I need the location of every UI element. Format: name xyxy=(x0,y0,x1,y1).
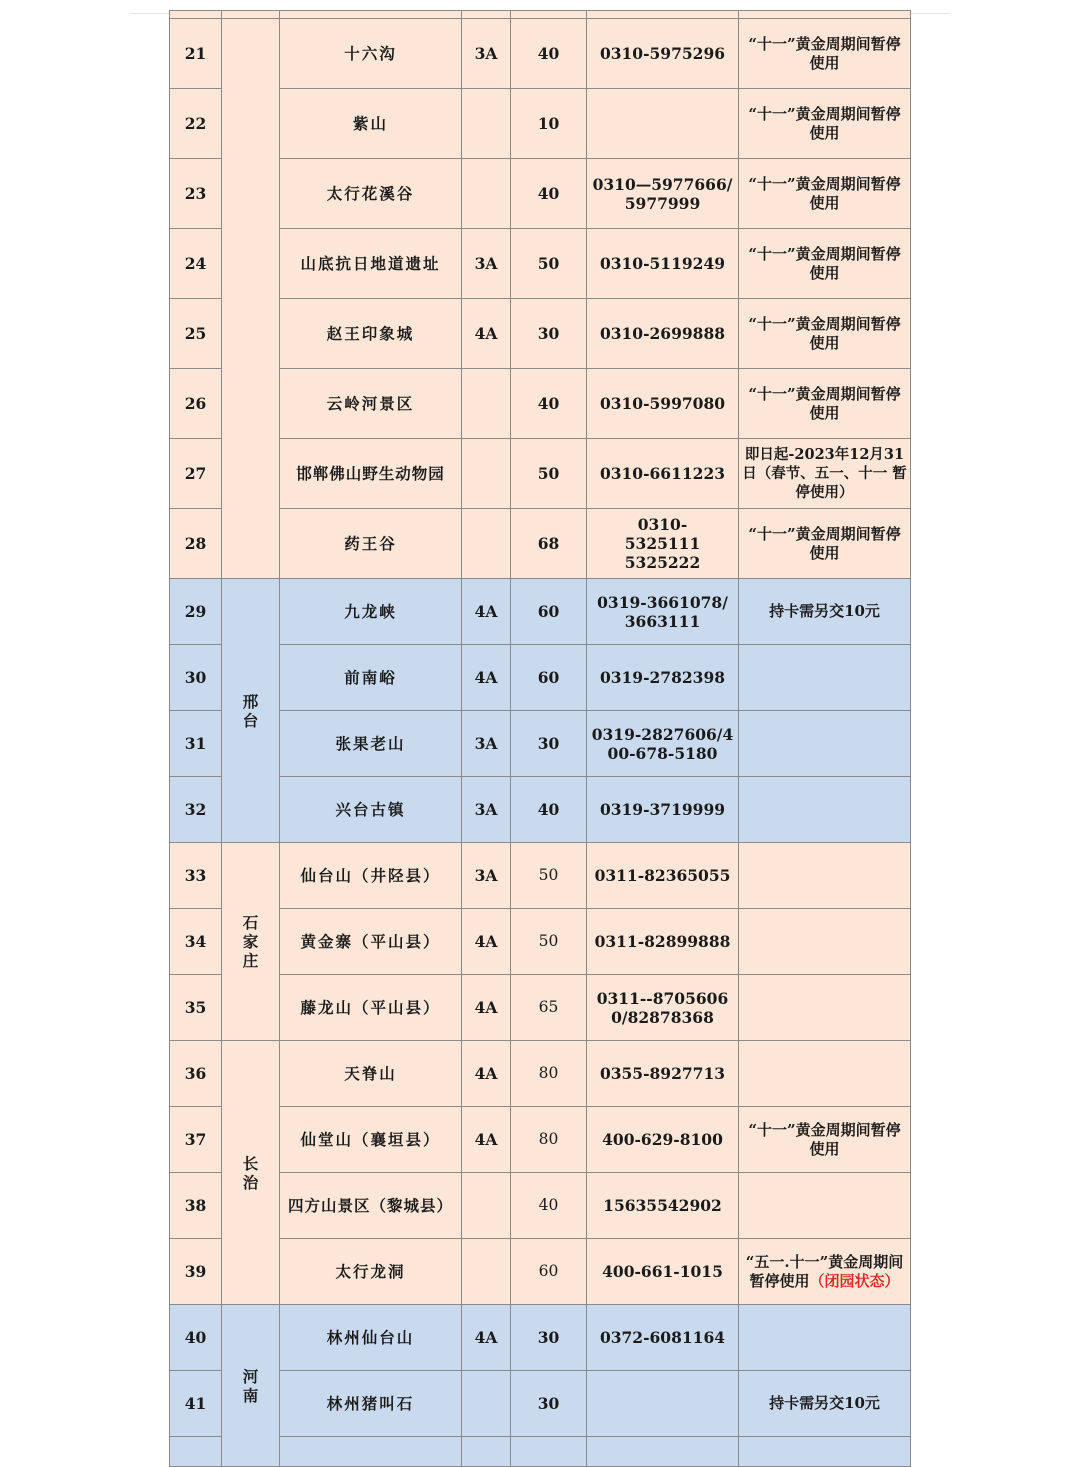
ticket-price: 80 xyxy=(511,1107,587,1173)
note: “十一”黄金周期间暂停使用 xyxy=(739,509,911,579)
note xyxy=(739,975,911,1041)
table-row xyxy=(170,19,911,89)
note: “十一”黄金周期间暂停使用 xyxy=(739,1107,911,1173)
scenic-name: 张果老山 xyxy=(280,711,462,777)
table-row xyxy=(170,579,911,645)
scenic-name: 天脊山 xyxy=(280,1041,462,1107)
region-label: 石家庄 xyxy=(242,913,259,970)
row-number: 31 xyxy=(170,711,222,777)
phone: 0355-8927713 xyxy=(587,1041,739,1107)
row-number: 22 xyxy=(170,89,222,159)
table-row xyxy=(170,509,911,579)
table-row xyxy=(170,975,911,1041)
note: “十一”黄金周期间暂停使用 xyxy=(739,89,911,159)
scenic-level: 4A xyxy=(462,645,511,711)
phone: 0319-3719999 xyxy=(587,777,739,843)
scenic-level: 4A xyxy=(462,299,511,369)
table-row xyxy=(170,89,911,159)
scenic-name: 藤龙山（平山县） xyxy=(280,975,462,1041)
scenic-level xyxy=(462,89,511,159)
ticket-price: 68 xyxy=(511,509,587,579)
scenic-name: 太行龙洞 xyxy=(280,1239,462,1305)
ticket-price: 30 xyxy=(511,299,587,369)
row-number: 30 xyxy=(170,645,222,711)
ticket-price: 40 xyxy=(511,1173,587,1239)
scenic-level: 4A xyxy=(462,1041,511,1107)
scenic-level: 4A xyxy=(462,975,511,1041)
row-number: 35 xyxy=(170,975,222,1041)
scenic-name: 仙堂山（襄垣县） xyxy=(280,1107,462,1173)
phone: 400-629-8100 xyxy=(587,1107,739,1173)
table-row xyxy=(170,843,911,909)
table-row xyxy=(170,159,911,229)
note xyxy=(739,1305,911,1371)
note: 持卡需另交10元 xyxy=(739,1371,911,1437)
region-henan xyxy=(222,1305,280,1467)
table-row xyxy=(170,1305,911,1371)
ticket-price: 60 xyxy=(511,579,587,645)
scenic-level: 3A xyxy=(462,777,511,843)
ticket-price: 30 xyxy=(511,711,587,777)
phone: 400-661-1015 xyxy=(587,1239,739,1305)
note xyxy=(739,1173,911,1239)
table-row xyxy=(170,1107,911,1173)
note: “十一”黄金周期间暂停使用 xyxy=(739,299,911,369)
scenic-name: 前南峪 xyxy=(280,645,462,711)
phone: 0319-2782398 xyxy=(587,645,739,711)
scenic-level xyxy=(462,439,511,509)
table-row xyxy=(170,909,911,975)
ticket-price: 60 xyxy=(511,1239,587,1305)
note: “十一”黄金周期间暂停使用 xyxy=(739,229,911,299)
note: 持卡需另交10元 xyxy=(739,579,911,645)
region-label: 邢台 xyxy=(242,691,259,730)
note xyxy=(739,711,911,777)
scenic-level xyxy=(462,159,511,229)
scenic-level xyxy=(462,509,511,579)
scenic-level xyxy=(462,1239,511,1305)
note: “十一”黄金周期间暂停使用 xyxy=(739,19,911,89)
region-shijiazhuang xyxy=(222,843,280,1041)
row-number: 34 xyxy=(170,909,222,975)
note: “十一”黄金周期间暂停使用 xyxy=(739,159,911,229)
row-number: 36 xyxy=(170,1041,222,1107)
note xyxy=(739,1041,911,1107)
scenic-name: 林州仙台山 xyxy=(280,1305,462,1371)
row-number: 33 xyxy=(170,843,222,909)
row-number: 41 xyxy=(170,1371,222,1437)
ticket-price: 40 xyxy=(511,19,587,89)
phone: 15635542902 xyxy=(587,1173,739,1239)
ticket-price: 60 xyxy=(511,645,587,711)
table-row-partial xyxy=(170,11,911,19)
phone: 0310-5325111 5325222 xyxy=(587,509,739,579)
row-number: 23 xyxy=(170,159,222,229)
scenic-level: 4A xyxy=(462,1107,511,1173)
ticket-price: 65 xyxy=(511,975,587,1041)
row-number: 21 xyxy=(170,19,222,89)
note-text: “五一.十一”黄金周期间暂停使用 xyxy=(745,1252,904,1290)
note xyxy=(739,843,911,909)
phone: 0311--87056060/82878368 xyxy=(587,975,739,1041)
note: “十一”黄金周期间暂停使用 xyxy=(739,369,911,439)
table-row xyxy=(170,1173,911,1239)
region-changzhi xyxy=(222,1041,280,1305)
table-row xyxy=(170,711,911,777)
scenic-name: 四方山景区（黎城县） xyxy=(280,1173,462,1239)
phone: 0310—5977666/5977999 xyxy=(587,159,739,229)
table-row xyxy=(170,777,911,843)
scenic-level xyxy=(462,1173,511,1239)
scenic-name: 云岭河景区 xyxy=(280,369,462,439)
ticket-price: 50 xyxy=(511,909,587,975)
scenic-name: 山底抗日地道遗址 xyxy=(280,229,462,299)
note: 即日起-2023年12月31日（春节、五一、十一 暂停使用） xyxy=(739,439,911,509)
table-row xyxy=(170,229,911,299)
phone: 0310-5997080 xyxy=(587,369,739,439)
phone: 0372-6081164 xyxy=(587,1305,739,1371)
ticket-price: 40 xyxy=(511,777,587,843)
scenic-name: 紫山 xyxy=(280,89,462,159)
scenic-spot-table xyxy=(169,10,910,1467)
row-number: 26 xyxy=(170,369,222,439)
region-cell-handan xyxy=(222,19,280,579)
ticket-price: 50 xyxy=(511,439,587,509)
table-row xyxy=(170,1371,911,1437)
scenic-level: 3A xyxy=(462,19,511,89)
scenic-level: 4A xyxy=(462,909,511,975)
ticket-price: 10 xyxy=(511,89,587,159)
scenic-level: 3A xyxy=(462,229,511,299)
ticket-price: 80 xyxy=(511,1041,587,1107)
row-number: 38 xyxy=(170,1173,222,1239)
row-number: 24 xyxy=(170,229,222,299)
scenic-level: 4A xyxy=(462,1305,511,1371)
scenic-name: 黄金寨（平山县） xyxy=(280,909,462,975)
ticket-price: 40 xyxy=(511,369,587,439)
phone: 0319-2827606/400-678-5180 xyxy=(587,711,739,777)
ticket-price: 30 xyxy=(511,1371,587,1437)
phone xyxy=(587,89,739,159)
table-row xyxy=(170,439,911,509)
phone: 0311-82365055 xyxy=(587,843,739,909)
row-number: 25 xyxy=(170,299,222,369)
phone: 0310-5975296 xyxy=(587,19,739,89)
table-row xyxy=(170,1041,911,1107)
row-number: 40 xyxy=(170,1305,222,1371)
row-number: 39 xyxy=(170,1239,222,1305)
phone: 0319-3661078/3663111 xyxy=(587,579,739,645)
ticket-price: 50 xyxy=(511,229,587,299)
scenic-level: 3A xyxy=(462,843,511,909)
table-row xyxy=(170,299,911,369)
scenic-name: 十六沟 xyxy=(280,19,462,89)
scenic-name: 九龙峡 xyxy=(280,579,462,645)
phone xyxy=(587,1371,739,1437)
note xyxy=(739,1239,911,1305)
scenic-name: 林州猪叫石 xyxy=(280,1371,462,1437)
note xyxy=(739,909,911,975)
scenic-name: 仙台山（井陉县） xyxy=(280,843,462,909)
phone: 0310-2699888 xyxy=(587,299,739,369)
scenic-level xyxy=(462,369,511,439)
table-row xyxy=(170,369,911,439)
note xyxy=(739,645,911,711)
phone: 0310-6611223 xyxy=(587,439,739,509)
note-closed-status: （闭园状态） xyxy=(809,1271,900,1290)
row-number: 28 xyxy=(170,509,222,579)
scenic-name: 药王谷 xyxy=(280,509,462,579)
scenic-level: 3A xyxy=(462,711,511,777)
ticket-price: 50 xyxy=(511,843,587,909)
scenic-name: 兴台古镇 xyxy=(280,777,462,843)
scenic-name: 赵王印象城 xyxy=(280,299,462,369)
scenic-name: 太行花溪谷 xyxy=(280,159,462,229)
region-label: 河南 xyxy=(242,1366,259,1405)
row-number: 29 xyxy=(170,579,222,645)
phone: 0310-5119249 xyxy=(587,229,739,299)
scenic-level xyxy=(462,1371,511,1437)
scenic-name: 邯郸佛山野生动物园 xyxy=(280,439,462,509)
row-number: 32 xyxy=(170,777,222,843)
phone: 0311-82899888 xyxy=(587,909,739,975)
row-number: 27 xyxy=(170,439,222,509)
ticket-price: 30 xyxy=(511,1305,587,1371)
note xyxy=(739,777,911,843)
scenic-level: 4A xyxy=(462,579,511,645)
row-number: 37 xyxy=(170,1107,222,1173)
table-row xyxy=(170,645,911,711)
table-row-partial xyxy=(170,1437,911,1467)
region-label: 长治 xyxy=(242,1153,259,1192)
region-xingtai xyxy=(222,579,280,843)
ticket-price: 40 xyxy=(511,159,587,229)
table-row xyxy=(170,1239,911,1305)
